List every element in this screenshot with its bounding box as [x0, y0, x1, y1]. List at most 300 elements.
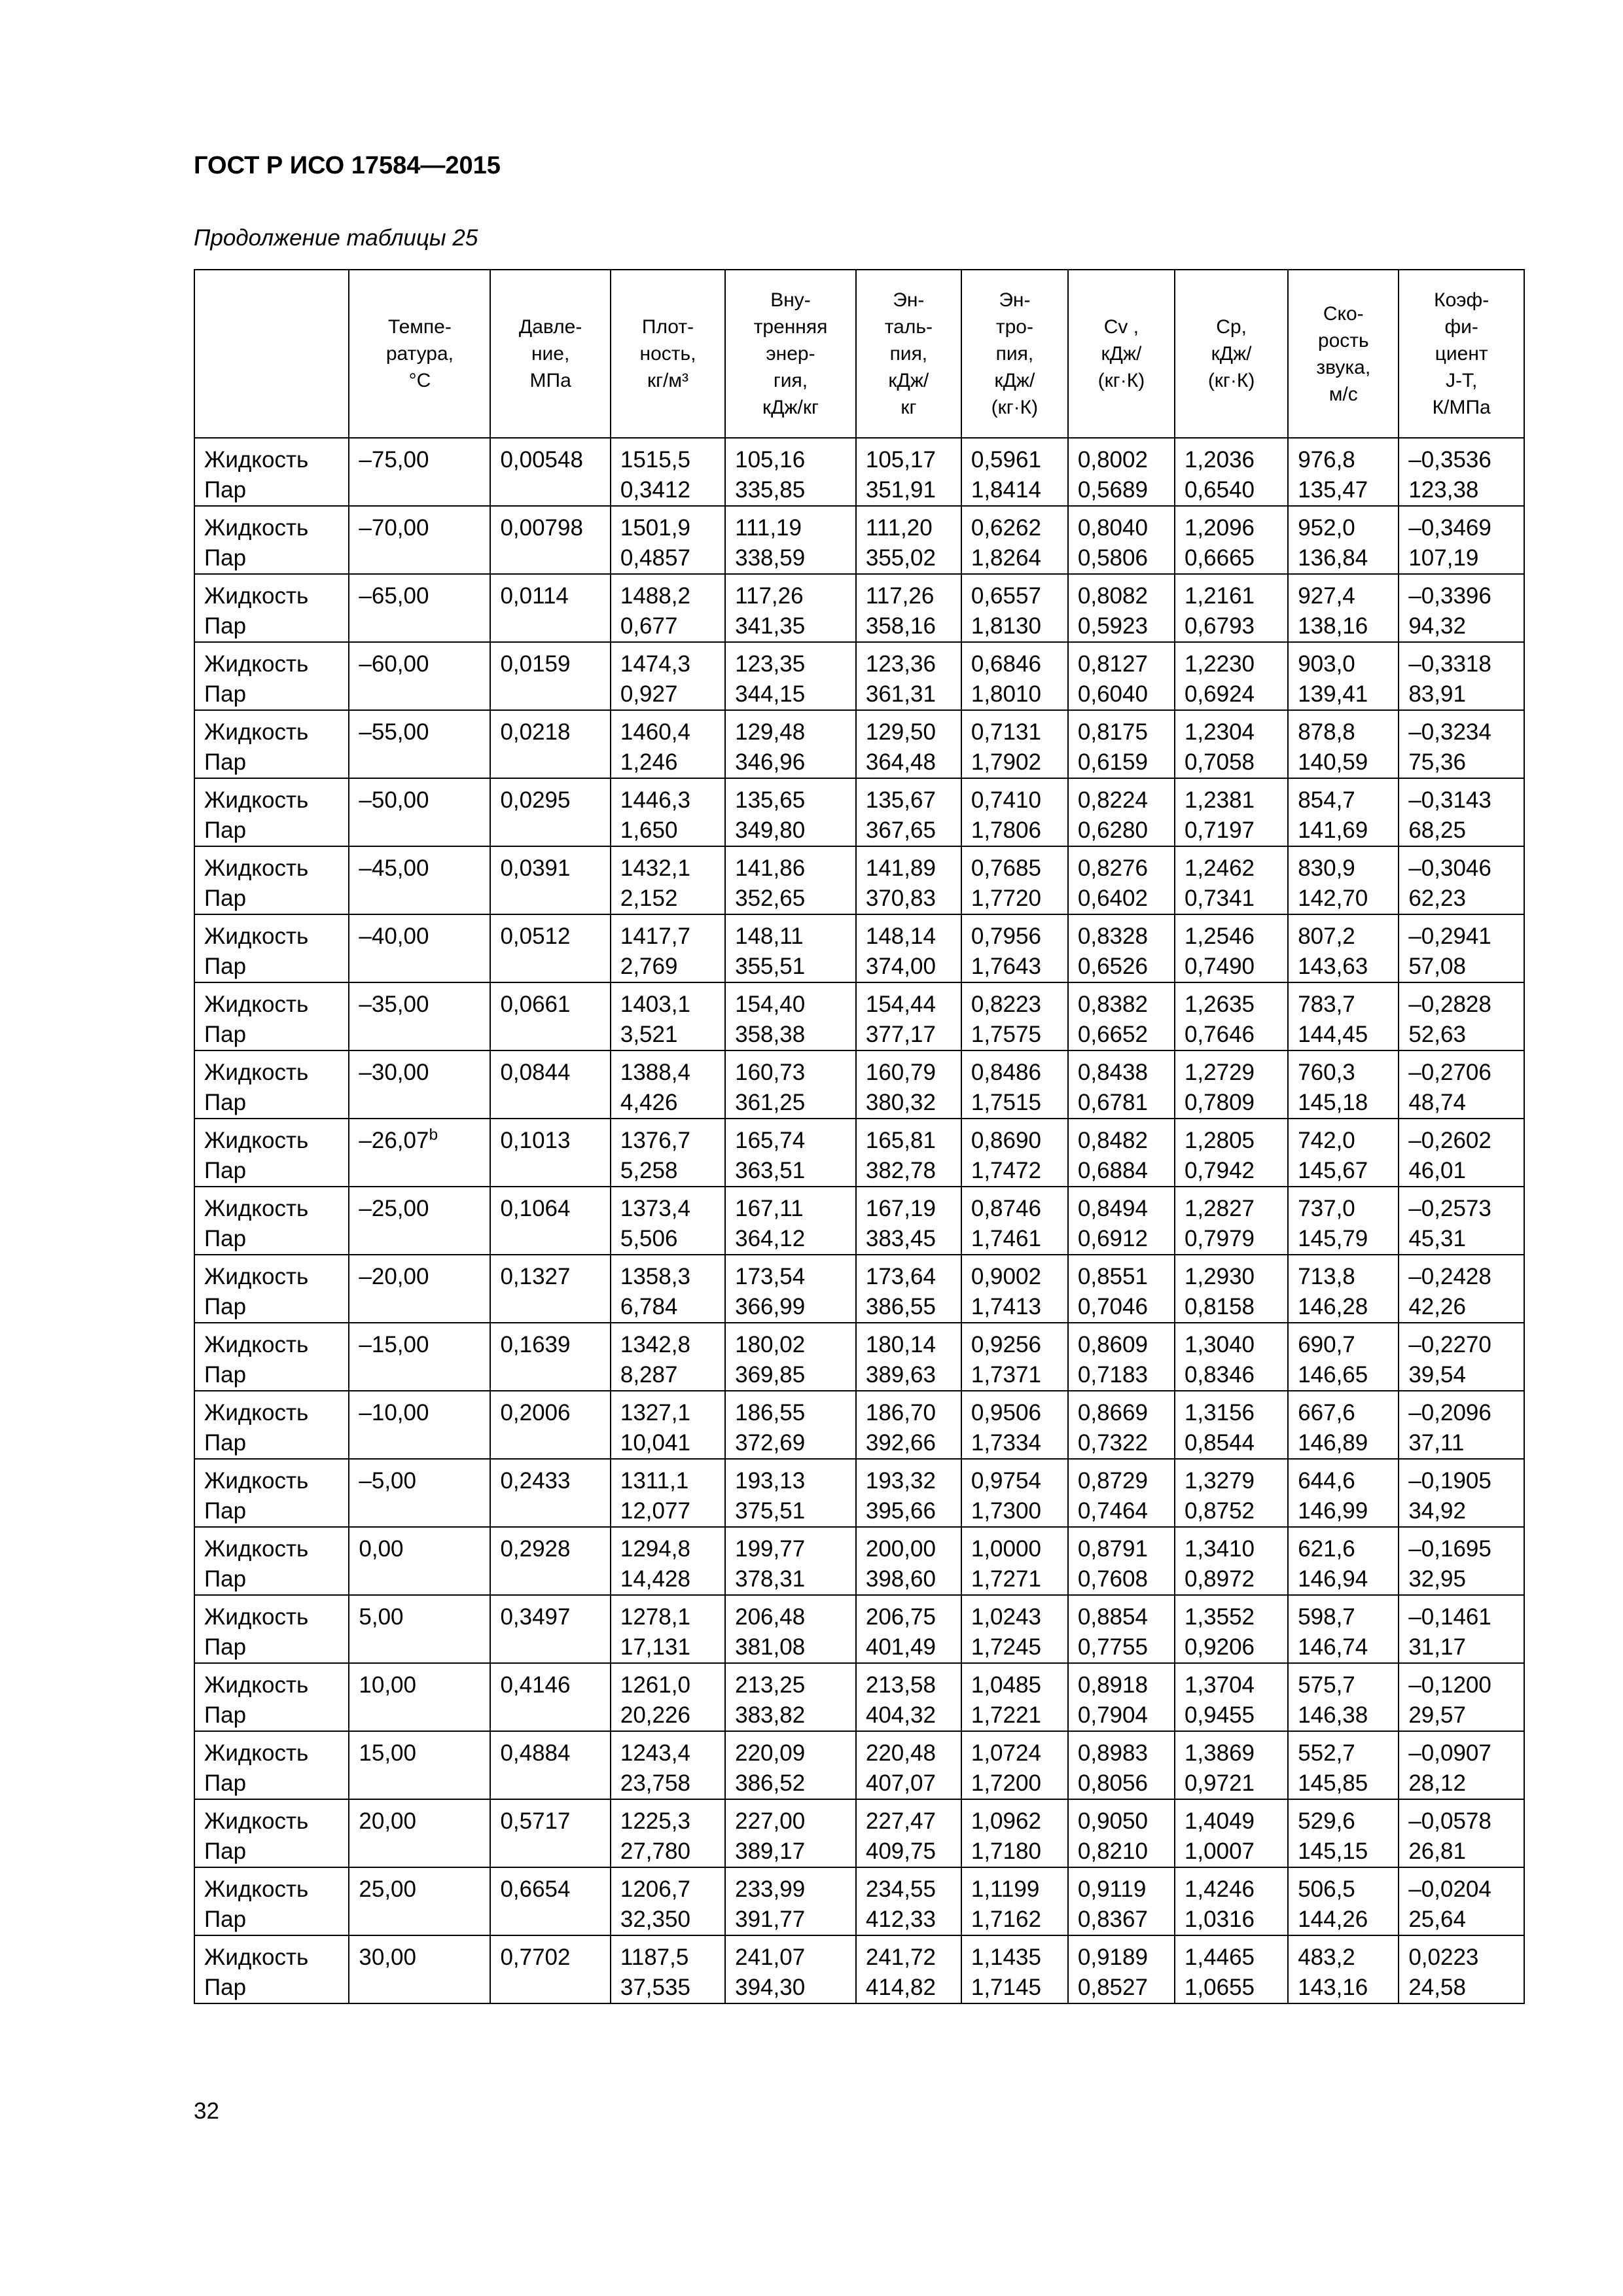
cv-liquid-value: 0,8983	[1077, 1740, 1148, 1766]
density-cell	[611, 778, 725, 846]
sound-vapor-value: 146,89	[1298, 1430, 1368, 1456]
phase-cell	[194, 438, 349, 506]
density-cell	[611, 1731, 725, 1799]
jt-vapor-value: 28,12	[1408, 1770, 1466, 1796]
sound-cell	[1288, 1731, 1399, 1799]
cv-cell	[1068, 1527, 1175, 1595]
header-line: Плот-	[641, 316, 694, 338]
sound-vapor-value: 146,65	[1298, 1362, 1368, 1388]
energy-vapor-value: 391,77	[735, 1907, 806, 1932]
table-row	[194, 982, 1524, 1050]
column-header-density	[611, 270, 725, 438]
cv-vapor-value: 0,7904	[1077, 1702, 1148, 1728]
phase-cell	[194, 1050, 349, 1119]
energy-cell	[725, 1935, 856, 2003]
jt-vapor-value: 46,01	[1408, 1158, 1466, 1183]
document-header: ГОСТ Р ИСО 17584—2015	[194, 152, 501, 179]
cp-liquid-value: 1,2036	[1184, 447, 1255, 473]
phase-vapor-label: Пар	[204, 613, 247, 639]
column-header-internal-energy	[725, 270, 856, 438]
cp-cell	[1175, 778, 1288, 846]
enthalpy-liquid-value: 148,14	[865, 924, 936, 949]
enthalpy-vapor-value: 355,02	[865, 545, 936, 571]
pressure-cell: 0,2433	[490, 1459, 610, 1527]
cp-vapor-value: 0,7942	[1184, 1158, 1255, 1183]
density-liquid-value: 1474,3	[620, 651, 690, 677]
jt-cell	[1399, 642, 1524, 710]
entropy-liquid-value: 1,0962	[971, 1808, 1041, 1834]
enthalpy-vapor-value: 361,31	[865, 681, 936, 707]
cp-cell	[1175, 438, 1288, 506]
energy-cell	[725, 506, 856, 574]
jt-cell	[1399, 846, 1524, 914]
entropy-liquid-value: 0,6846	[971, 651, 1041, 677]
temperature-cell	[349, 1527, 490, 1595]
density-liquid-value: 1278,1	[620, 1604, 690, 1630]
temperature-cell	[349, 438, 490, 506]
phase-vapor-label: Пар	[204, 817, 247, 843]
header-line: тро-	[995, 316, 1033, 338]
jt-liquid-value: –0,0578	[1408, 1808, 1491, 1834]
jt-cell	[1399, 914, 1524, 982]
pressure-cell: 0,1639	[490, 1323, 610, 1391]
jt-cell	[1399, 1935, 1524, 2003]
cp-liquid-value: 1,2930	[1184, 1264, 1255, 1289]
energy-vapor-value: 372,69	[735, 1430, 806, 1456]
phase-vapor-label: Пар	[204, 1158, 247, 1183]
sound-cell	[1288, 1527, 1399, 1595]
entropy-vapor-value: 1,7334	[971, 1430, 1041, 1456]
cv-vapor-value: 0,5689	[1077, 477, 1148, 503]
density-liquid-value: 1327,1	[620, 1400, 690, 1426]
entropy-vapor-value: 1,7221	[971, 1702, 1041, 1728]
column-header-cp	[1175, 270, 1288, 438]
density-vapor-value: 27,780	[620, 1839, 690, 1864]
enthalpy-vapor-value: 377,17	[865, 1022, 936, 1047]
energy-liquid-value: 141,86	[735, 855, 806, 881]
enthalpy-liquid-value: 213,58	[865, 1672, 936, 1698]
entropy-liquid-value: 1,0243	[971, 1604, 1041, 1630]
header-line: Темпе-	[387, 316, 452, 338]
pressure-cell: 0,2006	[490, 1391, 610, 1459]
jt-liquid-value: –0,2428	[1408, 1264, 1491, 1289]
enthalpy-vapor-value: 398,60	[865, 1566, 936, 1592]
jt-vapor-value: 39,54	[1408, 1362, 1466, 1388]
enthalpy-liquid-value: 206,75	[865, 1604, 936, 1630]
energy-liquid-value: 123,35	[735, 651, 806, 677]
cp-vapor-value: 0,9206	[1184, 1634, 1255, 1660]
cv-vapor-value: 0,7755	[1077, 1634, 1148, 1660]
jt-vapor-value: 34,92	[1408, 1498, 1466, 1524]
table-row	[194, 710, 1524, 778]
sound-vapor-value: 142,70	[1298, 886, 1368, 911]
sound-vapor-value: 145,67	[1298, 1158, 1368, 1183]
energy-vapor-value: 386,52	[735, 1770, 806, 1796]
temperature-cell	[349, 1867, 490, 1935]
cv-vapor-value: 0,6884	[1077, 1158, 1148, 1183]
energy-vapor-value: 364,12	[735, 1226, 806, 1251]
header-line: ность,	[639, 343, 696, 365]
temperature-value: –40,00	[359, 924, 429, 949]
energy-cell	[725, 1799, 856, 1867]
temperature-cell	[349, 846, 490, 914]
phase-liquid-label: Жидкость	[204, 1808, 309, 1834]
energy-vapor-value: 394,30	[735, 1975, 806, 2000]
enthalpy-cell	[856, 1595, 961, 1663]
density-cell	[611, 574, 725, 642]
pressure-cell: 0,0295	[490, 778, 610, 846]
energy-cell	[725, 846, 856, 914]
density-liquid-value: 1446,3	[620, 787, 690, 813]
temperature-value: 5,00	[359, 1604, 404, 1630]
sound-liquid-value: 552,7	[1298, 1740, 1355, 1766]
enthalpy-vapor-value: 382,78	[865, 1158, 936, 1183]
cv-cell	[1068, 1595, 1175, 1663]
header-line: Вну-	[770, 289, 811, 311]
jt-liquid-value: –0,1905	[1408, 1468, 1491, 1494]
phase-cell	[194, 1663, 349, 1731]
pressure-cell: 0,0218	[490, 710, 610, 778]
cp-liquid-value: 1,3040	[1184, 1332, 1255, 1357]
temperature-value: –55,00	[359, 719, 429, 745]
sound-vapor-value: 145,15	[1298, 1839, 1368, 1864]
entropy-vapor-value: 1,7806	[971, 817, 1041, 843]
phase-cell	[194, 1799, 349, 1867]
cv-cell	[1068, 710, 1175, 778]
entropy-liquid-value: 0,9256	[971, 1332, 1041, 1357]
temperature-cell	[349, 506, 490, 574]
cp-vapor-value: 0,6793	[1184, 613, 1255, 639]
phase-liquid-label: Жидкость	[204, 1400, 309, 1426]
phase-vapor-label: Пар	[204, 1090, 247, 1115]
cv-vapor-value: 0,6159	[1077, 749, 1148, 775]
phase-vapor-label: Пар	[204, 886, 247, 911]
table-row	[194, 1187, 1524, 1255]
density-cell	[611, 710, 725, 778]
sound-cell	[1288, 1391, 1399, 1459]
sound-vapor-value: 143,63	[1298, 954, 1368, 979]
enthalpy-vapor-value: 367,65	[865, 817, 936, 843]
cv-liquid-value: 0,8551	[1077, 1264, 1148, 1289]
entropy-cell	[961, 1459, 1068, 1527]
phase-cell	[194, 1867, 349, 1935]
jt-cell	[1399, 1595, 1524, 1663]
sound-liquid-value: 760,3	[1298, 1060, 1355, 1085]
sound-liquid-value: 976,8	[1298, 447, 1355, 473]
jt-cell	[1399, 1527, 1524, 1595]
sound-cell	[1288, 914, 1399, 982]
jt-cell	[1399, 1459, 1524, 1527]
sound-liquid-value: 903,0	[1298, 651, 1355, 677]
phase-vapor-label: Пар	[204, 477, 247, 503]
cv-vapor-value: 0,6402	[1077, 886, 1148, 911]
entropy-cell	[961, 1867, 1068, 1935]
entropy-liquid-value: 0,8690	[971, 1128, 1041, 1153]
sound-cell	[1288, 1663, 1399, 1731]
cv-vapor-value: 0,6040	[1077, 681, 1148, 707]
phase-liquid-label: Жидкость	[204, 1604, 309, 1630]
sound-liquid-value: 783,7	[1298, 992, 1355, 1017]
energy-cell	[725, 642, 856, 710]
energy-liquid-value: 105,16	[735, 447, 806, 473]
energy-cell	[725, 1255, 856, 1323]
energy-liquid-value: 167,11	[735, 1196, 804, 1221]
density-cell	[611, 1595, 725, 1663]
pressure-cell: 0,0844	[490, 1050, 610, 1119]
jt-cell	[1399, 778, 1524, 846]
cv-liquid-value: 0,8918	[1077, 1672, 1148, 1698]
temperature-cell	[349, 1731, 490, 1799]
cv-cell	[1068, 1187, 1175, 1255]
density-cell	[611, 1187, 725, 1255]
sound-vapor-value: 143,16	[1298, 1975, 1368, 2000]
cp-cell	[1175, 506, 1288, 574]
cv-liquid-value: 0,8002	[1077, 447, 1148, 473]
enthalpy-liquid-value: 165,81	[865, 1128, 936, 1153]
phase-cell	[194, 778, 349, 846]
jt-liquid-value: –0,2270	[1408, 1332, 1491, 1357]
jt-liquid-value: –0,2573	[1408, 1196, 1491, 1221]
table-row	[194, 1867, 1524, 1935]
properties-table	[194, 269, 1525, 2004]
sound-cell	[1288, 982, 1399, 1050]
enthalpy-liquid-value: 200,00	[865, 1536, 936, 1562]
phase-cell	[194, 642, 349, 710]
sound-liquid-value: 575,7	[1298, 1672, 1355, 1698]
cp-liquid-value: 1,2161	[1184, 583, 1255, 609]
temperature-value: 30,00	[359, 1945, 416, 1970]
header-line: кДж/	[1101, 343, 1142, 365]
phase-liquid-label: Жидкость	[204, 1060, 309, 1085]
cv-vapor-value: 0,6652	[1077, 1022, 1148, 1047]
entropy-vapor-value: 1,8414	[971, 477, 1041, 503]
density-liquid-value: 1206,7	[620, 1876, 690, 1902]
cp-cell	[1175, 1527, 1288, 1595]
cv-cell	[1068, 438, 1175, 506]
enthalpy-cell	[856, 506, 961, 574]
jt-liquid-value: –0,2941	[1408, 924, 1491, 949]
energy-liquid-value: 154,40	[735, 992, 806, 1017]
temperature-value: 0,00	[359, 1536, 404, 1562]
jt-vapor-value: 107,19	[1408, 545, 1479, 571]
enthalpy-vapor-value: 386,55	[865, 1294, 936, 1319]
entropy-liquid-value: 0,8486	[971, 1060, 1041, 1085]
jt-vapor-value: 31,17	[1408, 1634, 1466, 1660]
energy-vapor-value: 369,85	[735, 1362, 806, 1388]
jt-liquid-value: –0,1695	[1408, 1536, 1491, 1562]
entropy-cell	[961, 574, 1068, 642]
cv-cell	[1068, 982, 1175, 1050]
sound-liquid-value: 667,6	[1298, 1400, 1355, 1426]
density-vapor-value: 2,152	[620, 886, 678, 911]
phase-cell	[194, 1595, 349, 1663]
cp-liquid-value: 1,3410	[1184, 1536, 1255, 1562]
density-cell	[611, 1799, 725, 1867]
energy-liquid-value: 180,02	[735, 1332, 806, 1357]
enthalpy-cell	[856, 438, 961, 506]
enthalpy-cell	[856, 982, 961, 1050]
cv-liquid-value: 0,8438	[1077, 1060, 1148, 1085]
entropy-cell	[961, 506, 1068, 574]
sound-cell	[1288, 1050, 1399, 1119]
phase-vapor-label: Пар	[204, 1362, 247, 1388]
enthalpy-liquid-value: 105,17	[865, 447, 936, 473]
entropy-liquid-value: 0,5961	[971, 447, 1041, 473]
header-line: (кг·К)	[1097, 370, 1145, 391]
phase-liquid-label: Жидкость	[204, 1468, 309, 1494]
cv-cell	[1068, 1255, 1175, 1323]
entropy-cell	[961, 1935, 1068, 2003]
density-vapor-value: 1,246	[620, 749, 678, 775]
header-row	[194, 270, 1524, 438]
entropy-cell	[961, 846, 1068, 914]
cp-cell	[1175, 710, 1288, 778]
phase-liquid-label: Жидкость	[204, 992, 309, 1017]
temperature-value: –20,00	[359, 1264, 429, 1289]
table-row	[194, 1663, 1524, 1731]
cp-cell	[1175, 642, 1288, 710]
phase-cell	[194, 1323, 349, 1391]
density-liquid-value: 1294,8	[620, 1536, 690, 1562]
phase-cell	[194, 506, 349, 574]
phase-cell	[194, 1731, 349, 1799]
pressure-cell: 0,0159	[490, 642, 610, 710]
enthalpy-liquid-value: 141,89	[865, 855, 936, 881]
header-line: пия,	[889, 343, 928, 365]
sound-cell	[1288, 846, 1399, 914]
density-liquid-value: 1373,4	[620, 1196, 690, 1221]
phase-liquid-label: Жидкость	[204, 1876, 309, 1902]
cp-vapor-value: 1,0316	[1184, 1907, 1255, 1932]
enthalpy-liquid-value: 186,70	[865, 1400, 936, 1426]
energy-liquid-value: 135,65	[735, 787, 806, 813]
pressure-cell: 0,0391	[490, 846, 610, 914]
phase-liquid-label: Жидкость	[204, 1536, 309, 1562]
enthalpy-vapor-value: 364,48	[865, 749, 936, 775]
sound-vapor-value: 146,74	[1298, 1634, 1368, 1660]
sound-liquid-value: 927,4	[1298, 583, 1355, 609]
entropy-vapor-value: 1,7575	[971, 1022, 1041, 1047]
cp-liquid-value: 1,2096	[1184, 515, 1255, 541]
header-line: (кг·К)	[1207, 370, 1255, 391]
sound-vapor-value: 139,41	[1298, 681, 1368, 707]
density-cell	[611, 1935, 725, 2003]
header-line: кг	[901, 397, 917, 418]
jt-liquid-value: 0,0223	[1408, 1945, 1479, 1970]
entropy-vapor-value: 1,7413	[971, 1294, 1041, 1319]
entropy-vapor-value: 1,7643	[971, 954, 1041, 979]
entropy-liquid-value: 1,0485	[971, 1672, 1041, 1698]
density-vapor-value: 23,758	[620, 1770, 690, 1796]
jt-vapor-value: 75,36	[1408, 749, 1466, 775]
density-liquid-value: 1376,7	[620, 1128, 690, 1153]
energy-cell	[725, 1867, 856, 1935]
cp-vapor-value: 0,8752	[1184, 1498, 1255, 1524]
entropy-liquid-value: 1,0724	[971, 1740, 1041, 1766]
jt-vapor-value: 42,26	[1408, 1294, 1466, 1319]
enthalpy-liquid-value: 180,14	[865, 1332, 936, 1357]
temperature-cell	[349, 778, 490, 846]
density-liquid-value: 1311,1	[620, 1468, 689, 1494]
energy-cell	[725, 1187, 856, 1255]
sound-liquid-value: 742,0	[1298, 1128, 1355, 1153]
jt-vapor-value: 37,11	[1408, 1430, 1465, 1456]
density-vapor-value: 0,927	[620, 681, 678, 707]
jt-cell	[1399, 1323, 1524, 1391]
cv-liquid-value: 0,9119	[1077, 1876, 1147, 1902]
energy-liquid-value: 241,07	[735, 1945, 806, 1970]
sound-liquid-value: 830,9	[1298, 855, 1355, 881]
temperature-cell	[349, 1391, 490, 1459]
energy-cell	[725, 1323, 856, 1391]
density-vapor-value: 17,131	[620, 1634, 690, 1660]
temperature-cell	[349, 642, 490, 710]
energy-vapor-value: 375,51	[735, 1498, 806, 1524]
jt-liquid-value: –0,2706	[1408, 1060, 1491, 1085]
enthalpy-cell	[856, 1731, 961, 1799]
table-body	[194, 438, 1524, 2003]
entropy-liquid-value: 1,1199	[971, 1876, 1040, 1902]
cp-vapor-value: 0,6665	[1184, 545, 1255, 571]
cp-liquid-value: 1,3552	[1184, 1604, 1255, 1630]
phase-cell	[194, 1935, 349, 2003]
enthalpy-cell	[856, 778, 961, 846]
table-row	[194, 642, 1524, 710]
sound-cell	[1288, 1119, 1399, 1187]
header-line: кДж/кг	[762, 397, 819, 418]
temperature-cell	[349, 1595, 490, 1663]
entropy-vapor-value: 1,7145	[971, 1975, 1041, 2000]
cv-vapor-value: 0,7183	[1077, 1362, 1148, 1388]
enthalpy-cell	[856, 1459, 961, 1527]
energy-vapor-value: 349,80	[735, 817, 806, 843]
density-liquid-value: 1243,4	[620, 1740, 690, 1766]
jt-cell	[1399, 1050, 1524, 1119]
energy-cell	[725, 438, 856, 506]
phase-vapor-label: Пар	[204, 1566, 247, 1592]
density-vapor-value: 2,769	[620, 954, 678, 979]
cv-vapor-value: 0,5806	[1077, 545, 1148, 571]
jt-vapor-value: 94,32	[1408, 613, 1466, 639]
header-line: кДж/	[888, 370, 929, 391]
temperature-cell	[349, 1187, 490, 1255]
pressure-cell: 0,3497	[490, 1595, 610, 1663]
pressure-cell: 0,0661	[490, 982, 610, 1050]
temperature-cell	[349, 1935, 490, 2003]
header-line: Cp,	[1216, 316, 1247, 338]
energy-cell	[725, 1119, 856, 1187]
sound-vapor-value: 146,94	[1298, 1566, 1368, 1592]
entropy-liquid-value: 0,9506	[971, 1400, 1041, 1426]
cp-cell	[1175, 982, 1288, 1050]
entropy-cell	[961, 1391, 1068, 1459]
header-line: ратура,	[385, 343, 454, 365]
header-line: кг/м³	[647, 370, 688, 391]
cp-liquid-value: 1,2304	[1184, 719, 1255, 745]
jt-vapor-value: 26,81	[1408, 1839, 1466, 1864]
entropy-cell	[961, 1731, 1068, 1799]
cp-cell	[1175, 1867, 1288, 1935]
cp-cell	[1175, 1935, 1288, 2003]
cp-vapor-value: 0,8346	[1184, 1362, 1255, 1388]
cp-vapor-value: 0,8544	[1184, 1430, 1255, 1456]
energy-vapor-value: 383,82	[735, 1702, 806, 1728]
energy-cell	[725, 574, 856, 642]
enthalpy-liquid-value: 227,47	[865, 1808, 936, 1834]
cv-vapor-value: 0,6781	[1077, 1090, 1148, 1115]
density-vapor-value: 12,077	[620, 1498, 690, 1524]
column-header-temperature	[349, 270, 490, 438]
